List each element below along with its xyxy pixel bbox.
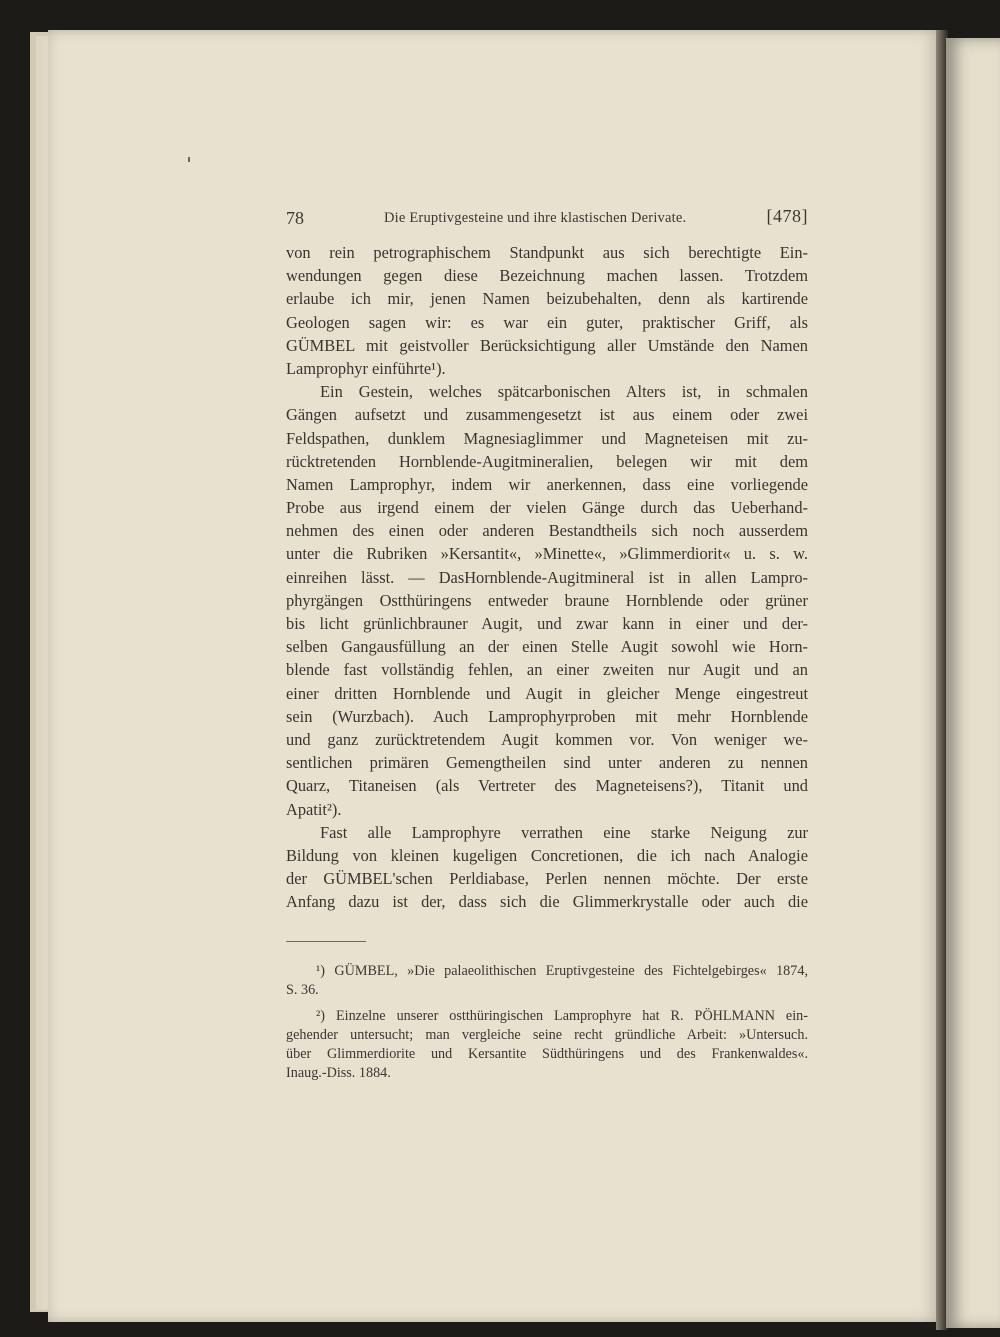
text-line: Gängen aufsetzt und zusammengesetzt ist aus einem oder zwei — [286, 405, 808, 425]
text-line: Feldspathen, dunklem Magnesiaglimmer und Magneteisen mit zu- — [286, 428, 808, 448]
text-line: erlaube ich mir, jenen Namen beizubehalten, denn als kartirende — [286, 289, 808, 309]
text-line: und ganz zurücktretendem Augit kommen vor. Von weniger we- — [286, 729, 808, 749]
text-line: Bildung von kleinen kugeligen Concretionen, die ich nach Analogie — [286, 845, 808, 865]
text-line: Fast alle Lamprophyre verrathen eine starke Neigung zur — [320, 822, 808, 842]
text-line: wendungen gegen diese Bezeichnung machen lassen. Trotzdem — [286, 266, 808, 286]
footnote-line: über Glimmerdiorite und Kersantite Südthüringens und des Frankenwaldes«. — [286, 1046, 808, 1063]
footnote-line: ¹) GÜMBEL, »Die palaeolithischen Eruptivgesteine des Fichtelgebirges« 1874, — [316, 963, 808, 979]
text-line: sein (Wurzbach). Auch Lamprophyrproben mit mehr Hornblende — [286, 706, 808, 726]
text-line: rücktretenden Hornblende-Augitmineralien, belegen wir mit dem — [286, 451, 808, 471]
text-line: GÜMBEL mit geistvoller Berücksichtigung aller Umstände den Namen — [286, 335, 808, 355]
text-line: selben Gangausfüllung an der einen Stelle Augit sowohl wie Horn- — [286, 637, 808, 657]
paper-speck — [188, 157, 190, 162]
text-line: Anfang dazu ist der, dass sich die Glimmerkrystalle oder auch die — [286, 892, 808, 912]
page-number: 78 — [286, 208, 304, 228]
running-header — [286, 206, 808, 234]
text-line: unter die Rubriken »Kersantit«, »Minette«, »Glimmerdiorit« u. s. w. — [286, 544, 808, 564]
text-line: Apatit²). — [286, 799, 342, 819]
footnote-line: Inaug.-Diss. 1884. — [286, 1065, 391, 1082]
text-line: von rein petrographischem Standpunkt aus sich berechtigte Ein- — [286, 243, 808, 262]
text-line: Namen Lamprophyr, indem wir anerkennen, dass eine vorliegende — [286, 474, 808, 494]
running-title: Die Eruptivgesteine und ihre klastischen Derivate. — [384, 210, 687, 226]
footnote-rule — [286, 941, 366, 942]
text-line: der GÜMBEL'schen Perldiabase, Perlen nennen möchte. Der erste — [286, 869, 808, 889]
text-line: Ein Gestein, welches spätcarbonischen Alters ist, in schmalen — [320, 382, 808, 402]
text-line: blende fast vollständig fehlen, an einer zweiten nur Augit und an — [286, 660, 808, 680]
next-page-edge — [946, 38, 1000, 1328]
footnotes — [286, 962, 808, 1084]
text-line: einreihen lässt. — DasHornblende-Augitmineral ist in allen Lampro- — [286, 567, 808, 587]
footnote-line: gehender untersucht; man vergleiche seine recht gründliche Arbeit: »Untersuch. — [286, 1026, 808, 1043]
original-page-number: [478] — [766, 206, 808, 226]
text-line: Lamprophyr einführte¹). — [286, 358, 446, 378]
text-line: bis licht grünlichbrauner Augit, und zwar kann in einer und der- — [286, 614, 808, 633]
footnote-line: ²) Einzelne unserer ostthüringischen Lamprophyre hat R. PÖHLMANN ein- — [316, 1007, 808, 1024]
text-line: Quarz, Titaneisen (als Vertreter des Magneteisens?), Titanit und — [286, 776, 808, 796]
body-text — [286, 241, 808, 913]
text-line: einer dritten Hornblende und Augit in gleicher Menge eingestreut — [286, 683, 808, 703]
text-line: phyrgängen Ostthüringens entweder braune Hornblende oder grüner — [286, 590, 808, 610]
text-line: nehmen des einen oder anderen Bestandtheils sich noch ausserdem — [286, 521, 808, 541]
text-line: Geologen sagen wir: es war ein guter, praktischer Griff, als — [286, 312, 808, 332]
text-line: Probe aus irgend einem der vielen Gänge durch das Ueberhand- — [286, 498, 808, 518]
text-line: sentlichen primären Gemengtheilen sind unter anderen zu nennen — [286, 753, 808, 773]
footnote-line: S. 36. — [286, 982, 319, 999]
